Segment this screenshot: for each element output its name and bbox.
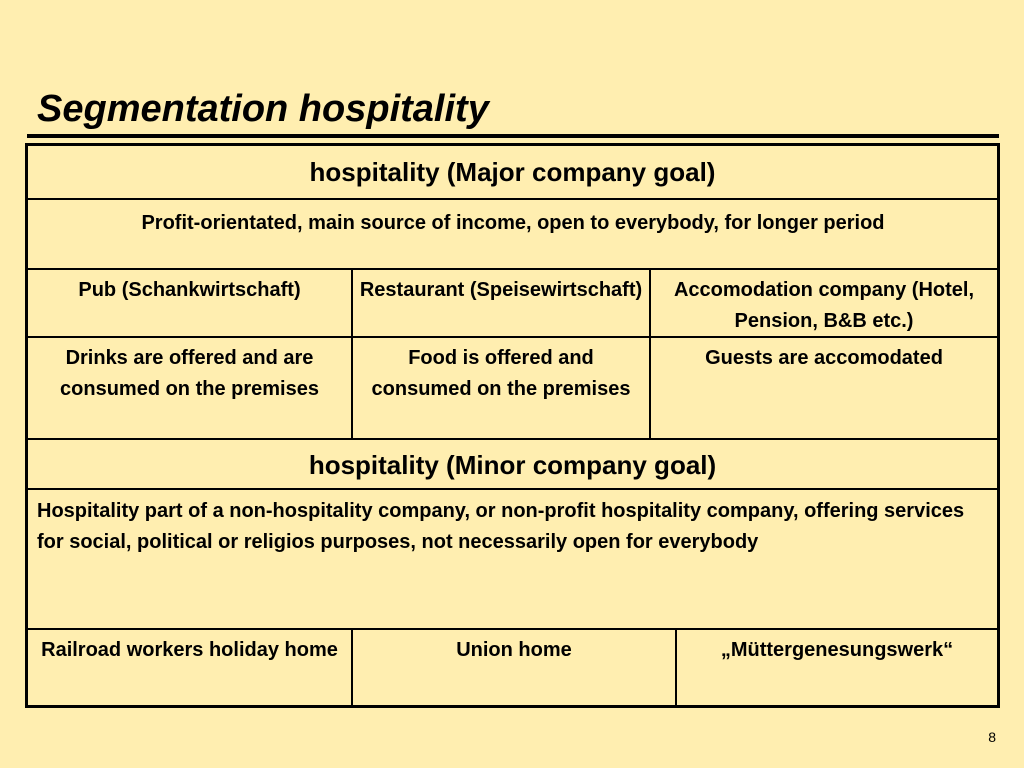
title-underline xyxy=(27,134,999,138)
page-number: 8 xyxy=(988,729,996,745)
example-muettergenesungswerk: „Müttergenesungswerk“ xyxy=(675,630,997,705)
minor-description: Hospitality part of a non-hospitality company, or non-profit hospitality company, offering services for social, political or religios purposes, not necessarily open for everybody xyxy=(37,500,965,553)
minor-header: hospitality (Minor company goal) xyxy=(308,450,717,480)
major-header-row xyxy=(28,146,997,198)
detail-restaurant: Food is offered and consumed on the premises xyxy=(351,338,649,438)
segmentation-table xyxy=(25,143,1000,708)
minor-description-row xyxy=(28,488,997,628)
major-details-row xyxy=(28,336,997,438)
example-railroad: Railroad workers holiday home xyxy=(41,639,338,661)
type-accomodation: Accomodation company (Hotel, Pension, B&B etc.) xyxy=(649,270,997,336)
major-types-row xyxy=(28,268,997,336)
major-header: hospitality (Major company goal) xyxy=(309,157,716,187)
minor-header-row xyxy=(28,438,997,488)
major-description: Profit-orientated, main source of income, open to everybody, for longer period xyxy=(141,212,885,234)
slide-title: Segmentation hospitality xyxy=(37,88,489,130)
detail-accomodation: Guests are accomodated xyxy=(649,338,997,438)
minor-examples-row xyxy=(28,628,997,705)
type-pub: Pub (Schankwirtschaft) xyxy=(78,279,301,301)
type-restaurant: Restaurant (Speisewirtschaft) xyxy=(351,270,649,336)
major-description-row xyxy=(28,198,997,268)
detail-pub: Drinks are offered and are consumed on the premises xyxy=(60,347,319,400)
example-union-home: Union home xyxy=(351,630,675,705)
